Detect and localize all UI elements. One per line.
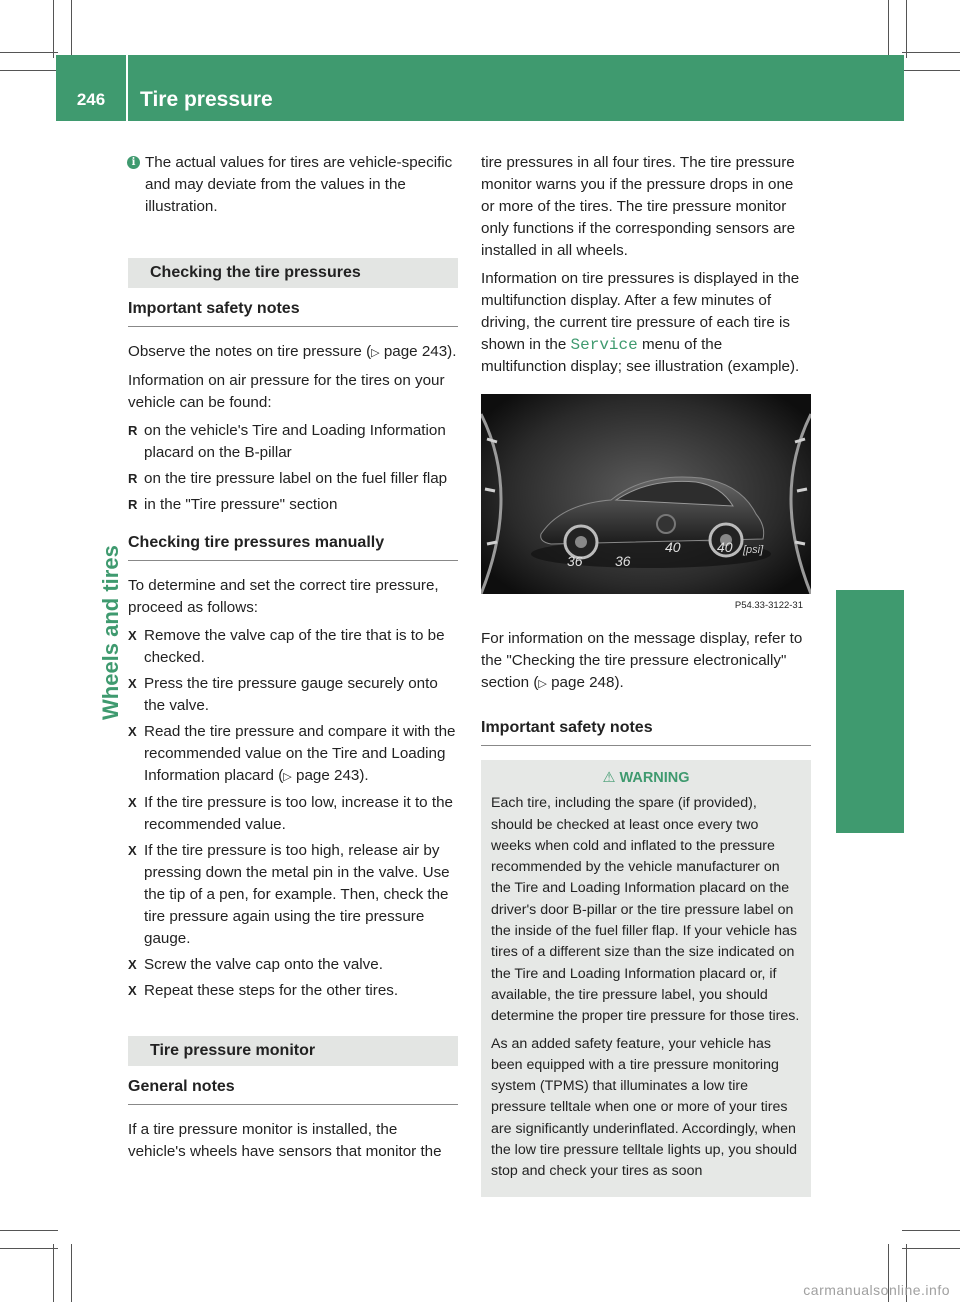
message-text: For information on the message display, refer to the "Checking the tire pressure electronically" section ( <box>481 630 803 691</box>
step-text: Read the tire pressure and compare it with the recommended value on the Tire and Loading Information placard ( <box>144 723 456 784</box>
list-item-text: on the tire pressure label on the fuel filler flap <box>144 470 448 487</box>
page-ref-arrow-icon: ▷ <box>538 678 547 690</box>
crop-mark <box>0 1230 58 1231</box>
step-item <box>128 980 458 1002</box>
tire-pressure-front-right: 40 <box>717 539 733 555</box>
list-item <box>128 468 458 490</box>
right-column <box>481 152 811 1197</box>
warning-triangle-icon: ⚠ <box>602 770 616 786</box>
paragraph: To determine and set the correct tire pressure, proceed as follows: <box>128 577 439 616</box>
step-item <box>128 721 458 788</box>
info-note-text: The actual values for tires are vehicle-specific and may deviate from the values in the illustration. <box>145 154 453 215</box>
chapter-label-text: Wheels and tires <box>98 545 123 720</box>
step-arrow-icon: X <box>128 676 137 691</box>
bullet-icon: R <box>128 497 138 512</box>
warning-box <box>481 760 811 1197</box>
bullet-icon: R <box>128 423 138 438</box>
page-ref-arrow-icon: ▷ <box>283 771 292 783</box>
tire-pressure-rear-left: 36 <box>567 553 583 569</box>
page-number: 246 <box>76 90 106 109</box>
crop-mark <box>53 0 54 58</box>
observe-text: Observe the notes on tire pressure <box>128 343 362 360</box>
display-text: Information on tire pressures is displayed in the multifunction display. After a few minutes of driving, the current tire pressure of each tire is shown in the <box>481 270 800 353</box>
subheading: Important safety notes <box>481 707 811 746</box>
step-item <box>128 840 458 950</box>
step-arrow-icon: X <box>128 628 137 643</box>
subheading: General notes <box>128 1066 458 1105</box>
crop-mark <box>0 1248 58 1249</box>
step-arrow-icon: X <box>128 843 137 858</box>
crop-mark <box>0 52 58 53</box>
page-title: Tire pressure <box>140 88 273 111</box>
crop-mark <box>902 52 960 53</box>
step-item <box>128 625 458 669</box>
step-text: If the tire pressure is too high, release air by pressing down the metal pin in the valve. Use the tip of a pen, for example. Then, check the tire pressure again using the tire pressure gauge. <box>144 842 450 947</box>
page-ref[interactable]: page 243). <box>383 343 457 360</box>
paragraph: If a tire pressure monitor is installed, the vehicle's wheels have sensors that monitor the <box>128 1121 442 1160</box>
section-heading: Checking the tire pressures <box>128 258 458 288</box>
warning-title: WARNING <box>619 770 690 786</box>
step-arrow-icon: X <box>128 795 137 810</box>
page-ref-arrow-icon: ▷ <box>371 347 380 359</box>
page-ref[interactable]: page 243). <box>296 767 369 784</box>
tire-pressure-rear-right: 40 <box>665 539 681 555</box>
cluster-graphic <box>481 394 811 614</box>
paragraph <box>481 628 811 695</box>
paragraph: Information on air pressure for the tires on your vehicle can be found: <box>128 372 445 411</box>
step-item <box>128 954 458 976</box>
crop-mark <box>902 1248 960 1249</box>
crop-mark <box>906 0 907 58</box>
paragraph <box>481 268 811 378</box>
figure-code: P54.33-3122-31 <box>734 600 803 611</box>
tire-pressure-front-left: 36 <box>615 553 631 569</box>
step-text: Repeat these steps for the other tires. <box>144 982 399 999</box>
list-item <box>128 420 458 464</box>
crop-mark <box>53 1244 54 1302</box>
info-icon: i <box>127 156 140 169</box>
instrument-cluster-illustration <box>481 394 811 614</box>
crop-mark <box>0 70 58 71</box>
list-item <box>128 494 458 516</box>
subheading: Checking tire pressures manually <box>128 522 458 561</box>
chapter-tab <box>836 590 904 833</box>
step-text: Remove the valve cap of the tire that is to be checked. <box>144 627 445 666</box>
display-text-end: menu of the multifunction display; see illustration (example). <box>481 336 800 375</box>
step-arrow-icon: X <box>128 724 137 739</box>
step-text: Press the tire pressure gauge securely onto the valve. <box>144 675 438 714</box>
paragraph: tire pressures in all four tires. The tire pressure monitor warns you if the pressure drops in one or more of the tires. The tire pressure monitor only functions if the corresponding sensors are installed in all wheels. <box>481 154 796 259</box>
warning-paragraph: As an added safety feature, your vehicle has been equipped with a tire pressure monitoring system (TPMS) that illuminates a low tire pressure telltale when one or more of your tires are significantly underinflated. Accordingly, when the low tire pressure telltale lights up, you should stop and check your tires as soon <box>491 1035 797 1180</box>
section-heading: Tire pressure monitor <box>128 1036 458 1066</box>
bullet-icon: R <box>128 471 138 486</box>
crop-mark <box>902 70 960 71</box>
crop-mark <box>888 0 889 58</box>
crop-mark <box>902 1230 960 1231</box>
service-menu-term: Service <box>570 336 638 354</box>
step-item <box>128 792 458 836</box>
paragraph: Observe the notes on tire pressure (▷ page 243). <box>128 341 458 364</box>
warning-paragraph: Each tire, including the spare (if provided), should be checked at least once every two weeks when cold and inflated to the pressure recommended by the vehicle manufacturer on the Tire and Loading Information placard on the driver's door B-pillar or the tire pressure label on the inside of the fuel filler flap. If your vehicle has tires of a different size than the size indicated on the Tire and Loading Information placard or, if available, the tire pressure label, you should determine the proper tire pressure for those tires. <box>491 795 800 1025</box>
watermark: carmanualsonline.info <box>803 1282 950 1298</box>
list-item-text: on the vehicle's Tire and Loading Information placard on the B-pillar <box>144 422 446 461</box>
header-separator <box>126 55 128 121</box>
list-item-text: in the "Tire pressure" section <box>144 496 338 513</box>
page-ref[interactable]: page 248). <box>551 674 624 691</box>
pressure-unit: [psi] <box>743 544 764 556</box>
crop-mark <box>71 0 72 58</box>
step-item <box>128 673 458 717</box>
step-text: If the tire pressure is too low, increase it to the recommended value. <box>144 794 453 833</box>
info-note <box>128 152 458 218</box>
left-column <box>128 152 458 1169</box>
crop-mark <box>71 1244 72 1302</box>
step-text: Screw the valve cap onto the valve. <box>144 956 383 973</box>
step-arrow-icon: X <box>128 983 137 998</box>
step-arrow-icon: X <box>128 957 137 972</box>
subheading: Important safety notes <box>128 288 458 327</box>
warning-header <box>491 768 801 789</box>
